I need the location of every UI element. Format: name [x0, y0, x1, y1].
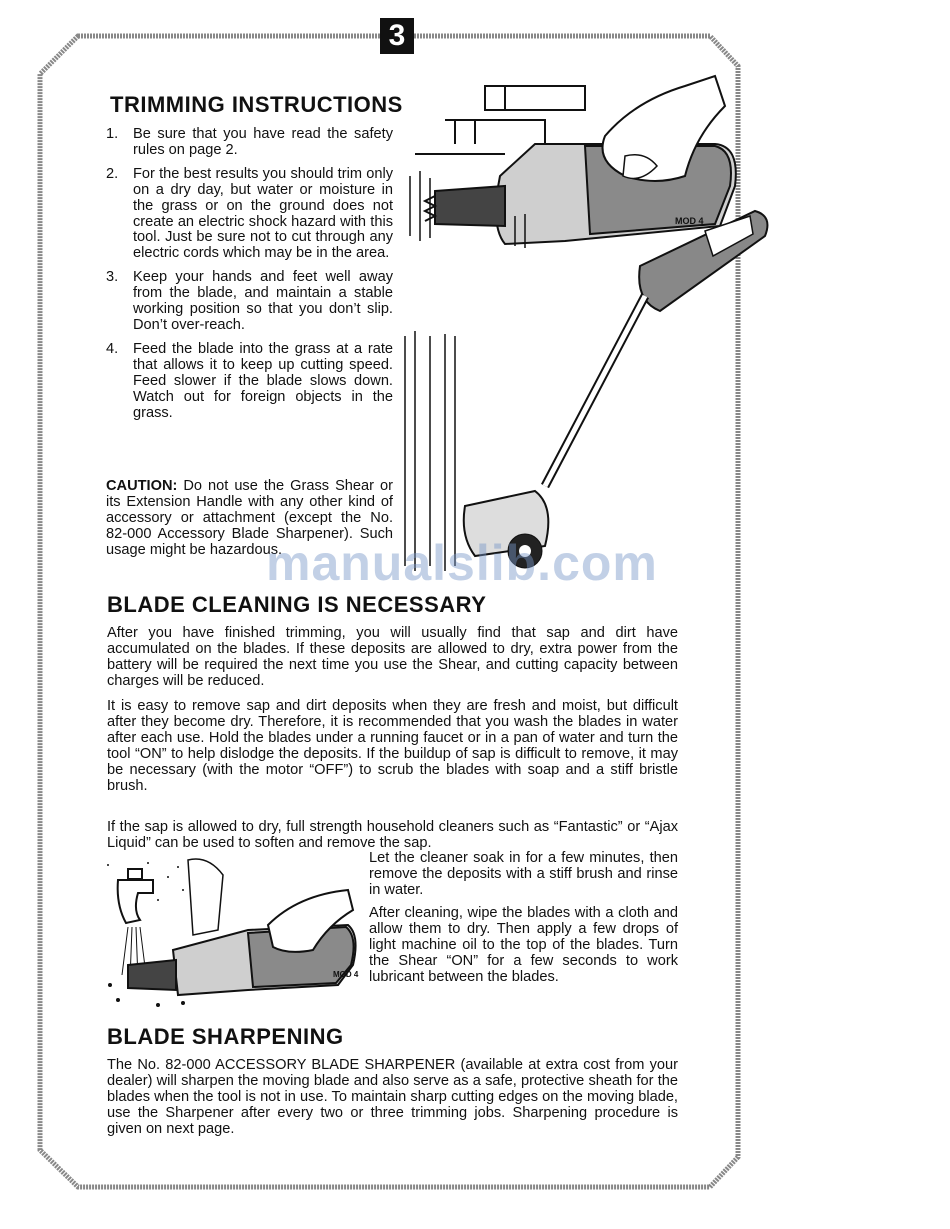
section-title-cleaning: BLADE CLEANING IS NECESSARY — [107, 592, 487, 617]
trimming-steps — [106, 127, 393, 429]
faucet — [118, 880, 153, 923]
watermark: manualslib.com — [266, 535, 658, 591]
step-number: 1. — [106, 126, 119, 142]
cleaning-paragraph-3: If the sap is allowed to dry, full strength household cleaners such as “Fantastic” or “Ajax Liquid” can be used to soften and remove the sap. — [107, 819, 678, 851]
sharpening-paragraph: The No. 82-000 ACCESSORY BLADE SHARPENER (available at extra cost from your dealer) will sharpen the moving blade and also serve as a safe, protective sheath for the blades when the tool is not in use. To maintain sharp cutting edges on the moving blade, use the Sharpener after every two or three trimming jobs. Sharpening procedure is given on next page. — [107, 1057, 678, 1137]
cleaning-paragraph-2: It is easy to remove sap and dirt deposits when they are fresh and moist, but difficult after they become dry. Therefore, it is recommended that you wash the blades in water after each use. Hold the blades under a running faucet or in a pan of water and turn the tool “ON” to help dislodge the deposits. If the buildup of sap is difficult to remove, it may be necessary (with the motor “OFF”) to scrub the blades with soap and a stiff bristle brush. — [107, 698, 678, 794]
cleaning-paragraph-3-continued: Let the cleaner soak in for a few minutes, then remove the deposits with a stiff brush and rinse in water. — [369, 850, 678, 898]
section-title-trimming: TRIMMING INSTRUCTIONS — [110, 92, 403, 117]
page-number-badge: 3 — [380, 18, 414, 54]
section-title-sharpening: BLADE SHARPENING — [107, 1024, 344, 1049]
step-text: For the best results you should trim only on a dry day, but water or moisture in the grass or on the ground does not create an electric shock hazard with this tool. Just be sure not to cut through any electric cords which may be in the area. — [133, 165, 393, 262]
blades — [425, 186, 505, 226]
step-item — [106, 127, 393, 159]
caution-label: CAUTION: — [106, 478, 178, 494]
step-text: Feed the blade into the grass at a rate that allows it to keep up cutting speed. Feed slower if the blade slows down. Watch out for foreign objects in the grass. — [133, 340, 393, 421]
step-text: Keep your hands and feet well away from the blade, and maintain a stable working position so that you don’t slip. Don’t over-reach. — [133, 269, 393, 333]
cleaning-paragraph-1: After you have finished trimming, you will usually find that sap and dirt have accumulated on the blades. If these deposits are allowed to dry, extra power from the battery will be required the next time you use the Shear, and cutting capacity between charges will be reduced. — [107, 625, 678, 689]
tool-label: MOD 4 — [675, 216, 704, 226]
step-item — [106, 167, 393, 262]
shear-illustration-top — [395, 66, 775, 596]
step-number: 4. — [106, 340, 119, 357]
tool-label: MOD 4 — [333, 970, 359, 979]
step-item — [106, 270, 393, 334]
faucet-washing-illustration — [98, 855, 363, 1015]
step-number: 3. — [106, 269, 119, 286]
step-item — [106, 342, 393, 422]
step-number: 2. — [106, 165, 119, 182]
step-text: Be sure that you have read the safety rules on page 2. — [133, 126, 393, 158]
caution-text: Do not use the Grass Shear or its Extension Handle with any other kind of accessory or attachment (except the No. 82-000 Accessory Blade Sharpener). Such usage might be hazardous. — [106, 478, 393, 558]
cleaning-paragraph-4: After cleaning, wipe the blades with a cloth and allow them to dry. Then apply a few drops of light machine oil to the top of the blades. Turn the Shear “ON” for a few seconds to work lubricant between the blades. — [369, 905, 678, 985]
